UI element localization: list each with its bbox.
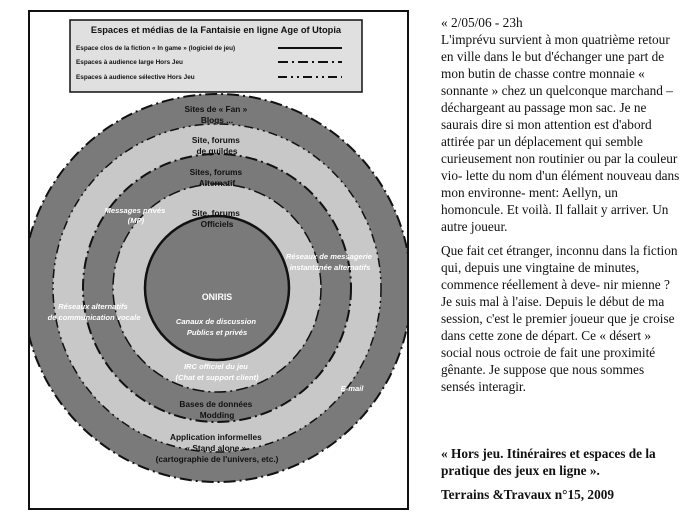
legend-item-solid: Espace clos de la fiction « In game » (logiciel de jeu) [76,45,236,52]
official-sites-label: Site, forums Officiels [191,208,240,229]
legend [70,20,362,92]
alt-sites-label: Sites, forums Alternatif [189,167,243,188]
journal-paragraph-2: Que fait cet étranger, inconnu dans la fiction qui, depuis une vingtaine de minutes, commence réellement à deve- nir mienne ? Je suis mal à l'aise. Depuis le début de ma session, c'est le premier joueur que je croise dans cette zone de départ. Ce « désert » social nous octroie de fait une proximité gênante. Je suppose que nous sommes sensés interagir. [441,243,678,394]
core-oniris [145,216,289,360]
citation-journal: Terrains &Travaux n°15, 2009 [441,487,615,502]
private-messages-label: Messages privés (MP) [104,206,166,225]
diagram-frame [28,10,409,510]
core-channels-label: Canaux de discussion Publics et privés [175,317,257,337]
legend-item-dash-dot-dot: Espaces à audience sélective Hors Jeu [76,74,195,81]
fan-sites-label: Sites de « Fan » Blogs ... [184,104,248,125]
media-spaces-diagram [30,12,407,508]
voice-networks-label: Réseaux alternatifs de communication vocale [47,302,141,322]
citation-title: « Hors jeu. Itinéraires et espaces de la pratique des jeux en ligne ». [441,446,656,478]
instant-networks-label: Réseaux de messagerie instantanée alternatifs [285,252,372,272]
legend-title: Espaces et médias de la Fantaisie en ligne Age of Utopia [90,25,342,35]
databases-label: Bases de données Modding [179,399,253,420]
irc-label: IRC officiel du jeu (Chat et support client) [175,362,259,382]
standalone-label: Application informelles « Stand alone » (cartographie de l'univers, etc.) [155,432,279,464]
journal-text [441,14,681,395]
legend-item-dash-dot: Espaces à audience large Hors Jeu [76,59,183,66]
core-title: ONIRIS [201,292,233,302]
journal-paragraph-1: L'imprévu survient à mon quatrième retour en ville dans le but d'échanger une part de mon butin de chasse contre monnaie « sonnante » chez un quelconque marchand – déchargeant au passage mon sac. Je ne saurais dire si mon attention est d'abord attirée par un déplacement qui semble curieusement non routinier ou par la couleur vio- lette du nom d'un élément nouveau dans mon environne- ment: Aellyn, un homoncule. Et voilà. Il fallait y arriver. Un autre joueur. [441,32,680,234]
journal-date: « 2/05/06 - 23h [441,15,523,30]
email-label: E-mail [340,384,364,393]
guild-sites-label: Site, forums de guildes [191,135,240,156]
